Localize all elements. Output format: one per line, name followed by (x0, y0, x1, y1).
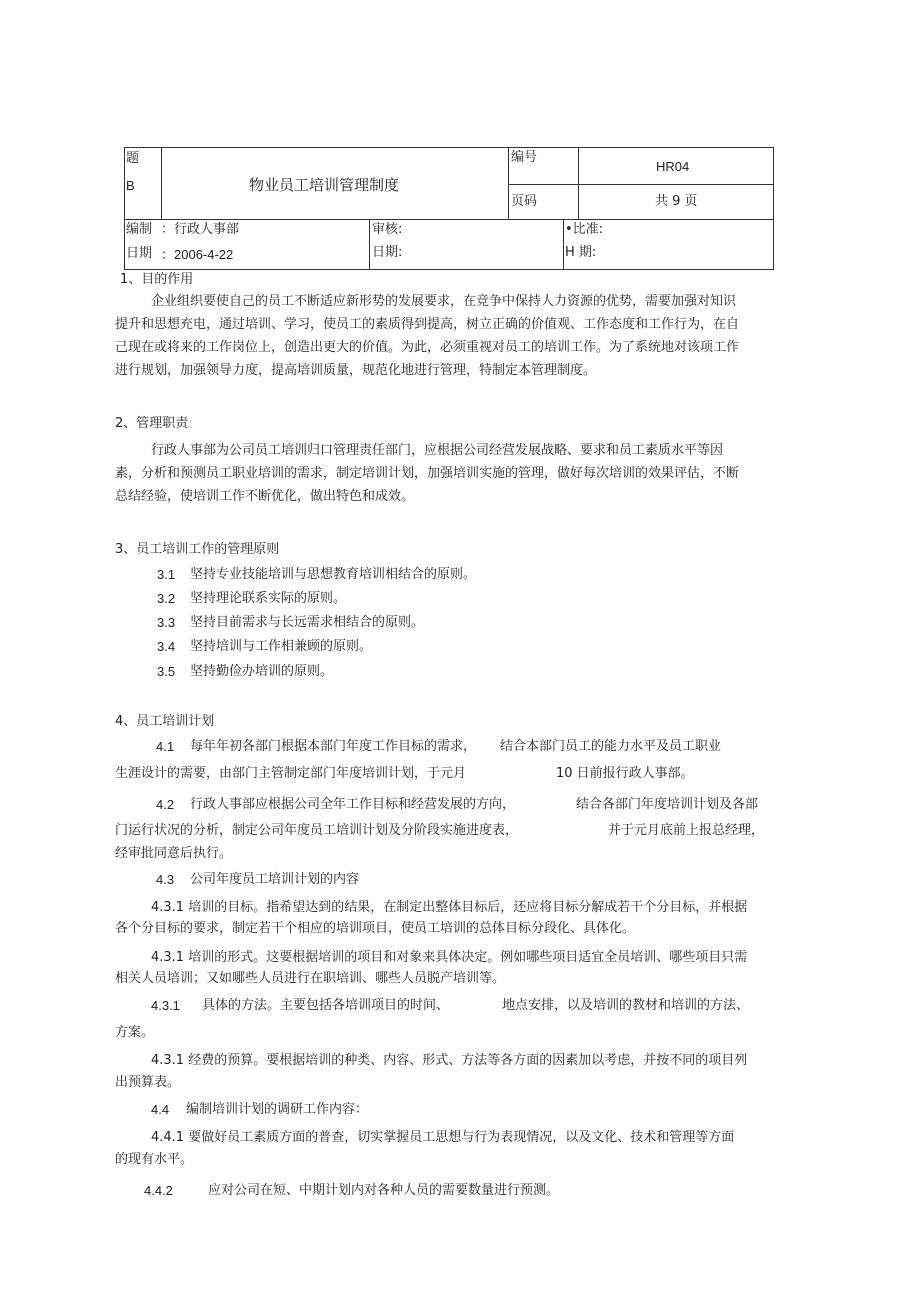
title-label-top: 题 (126, 151, 140, 166)
item-number: 4.4 (151, 1102, 170, 1117)
table-divider-label (161, 147, 162, 219)
paragraph-line: 具体的方法。主要包括各培训项目的时间、 (202, 998, 450, 1013)
table-rule-code (508, 184, 774, 185)
section-heading: 1、目的作用 (120, 272, 194, 287)
paragraph-line: 己现在或将来的工作岗位上，创造出更大的价值。为此，必须重视对员工的培训工作。为了系统地对该项工作 (115, 340, 740, 355)
paragraph-line: 公司年度员工培训计划的内容 (190, 872, 360, 887)
table-divider-code-value (578, 147, 579, 219)
paragraph-line: 的现有水平。 (115, 1152, 194, 1167)
paragraph-line: 出预算表。 (115, 1075, 181, 1090)
paragraph-line: 4.3.1 培训的目标。指希望达到的结果，在制定出整体目标后，还应将目标分解成若干个分目标，并根据 (151, 900, 748, 915)
section-heading: 4、员工培训计划 (115, 714, 215, 729)
approve-date-label: H 期: (565, 245, 597, 260)
review-label: 审核: (372, 222, 403, 237)
paragraph-line: 地点安排，以及培训的教材和培训的方法、 (502, 998, 750, 1013)
item-text: 坚持培训与工作相兼顾的原则。 (190, 639, 373, 654)
page-label: 页码 (511, 194, 538, 209)
section-heading: 2、管理职责 (115, 416, 189, 431)
table-divider-code (508, 147, 509, 219)
item-number: 4.1 (156, 739, 175, 754)
table-border-top (124, 147, 774, 148)
paragraph-line: 方案。 (115, 1025, 155, 1040)
paragraph-line: 行政人事部应根据公司全年工作目标和经营发展的方向， (190, 797, 516, 812)
title-label-bottom: B (126, 178, 135, 193)
table-border-bottom (124, 269, 774, 270)
compiled-value: ：行政人事部 (161, 222, 240, 237)
date-label: 日期 (126, 246, 153, 261)
page-value: 共 9 页 (655, 194, 698, 209)
paragraph-line: 各个分目标的要求，制定若干个相应的培训项目，使员工培训的总体目标分段化、具体化。 (115, 921, 636, 936)
paragraph-line: 总结经验，使培训工作不断优化，做出特色和成效。 (115, 489, 415, 504)
paragraph-line: 编制培训计划的调研工作内容： (186, 1102, 369, 1117)
item-text: 坚持理论联系实际的原则。 (190, 591, 347, 606)
item-text: 坚持目前需求与长远需求相结合的原则。 (190, 615, 425, 630)
approve-label: •比准: (565, 222, 604, 237)
paragraph-line: 相关人员培训；又如哪些人员进行在职培训、哪些人员脱产培训等。 (115, 971, 506, 986)
paragraph-line: 结合本部门员工的能力水平及员工职业 (500, 739, 722, 754)
paragraph-line: 4.4.1 要做好员工素质方面的普查，切实掌握员工思想与行为表现情况，以及文化、技术和管理等方面 (151, 1130, 735, 1145)
paragraph-line: 4.3.1 经费的预算。要根据培训的种类、内容、形式、方法等各方面的因素加以考虑，并按不同的项目列 (151, 1053, 748, 1068)
paragraph-line: 提升和思想充电，通过培训、学习，使员工的素质得到提高，树立正确的价值观、工作态度和工作行为，在自 (115, 317, 740, 332)
item-text: 坚持勤俭办培训的原则。 (190, 664, 334, 679)
item-number: 4.3.1 (151, 998, 180, 1013)
paragraph-line: 每年年初各部门根据本部门年度工作目标的需求， (190, 739, 477, 754)
table-divider-approve (563, 219, 564, 269)
item-number: 3.3 (157, 615, 176, 630)
document-title: 物业员工培训管理制度 (249, 176, 400, 194)
table-border-left (124, 147, 125, 270)
paragraph-line: 应对公司在短、中期计划内对各种人员的需要数量进行预测。 (208, 1183, 560, 1198)
paragraph-line: 企业组织要使自己的员工不断适应新形势的发展要求，在竞争中保持人力资源的优势，需要加强对知识 (151, 294, 737, 309)
paragraph-line: 行政人事部为公司员工培训归口管理责任部门，应根据公司经营发展战略、要求和员工素质水平等因 (151, 443, 724, 458)
paragraph-line: 4.3.1 培训的形式。这要根据培训的项目和对象来具体决定。例如哪些项目适宜全员培训、哪些项目只需 (151, 950, 748, 965)
paragraph-line: 并于元月底前上报总经理， (608, 823, 765, 838)
item-number: 3.4 (157, 639, 176, 654)
item-number: 3.1 (157, 567, 176, 582)
code-label: 编号 (511, 150, 538, 165)
item-number: 4.3 (156, 872, 175, 887)
paragraph-line: 进行规划，加强领导力度，提高培训质量，规范化地进行管理，特制定本管理制度。 (115, 363, 597, 378)
section-heading: 3、员工培训工作的管理原则 (115, 542, 280, 557)
code-value: HR04 (656, 159, 690, 174)
compiled-label: 编制 (126, 222, 153, 237)
paragraph-line: 经审批同意后执行。 (115, 846, 233, 861)
item-number: 3.2 (157, 591, 176, 606)
item-number: 4.2 (156, 797, 175, 812)
item-number: 3.5 (157, 664, 176, 679)
date-value: ：2006-4-22 (161, 247, 234, 262)
table-divider-review (369, 219, 370, 269)
paragraph-line: 结合各部门年度培训计划及各部 (576, 797, 759, 812)
table-rule-middle (124, 219, 774, 220)
paragraph-line: 生涯设计的需要，由部门主管制定部门年度培训计划，于元月 (115, 766, 467, 781)
paragraph-line: 门运行状况的分析，制定公司年度员工培训计划及分阶段实施进度表， (115, 823, 519, 838)
item-number: 4.4.2 (144, 1183, 173, 1198)
paragraph-line: 素，分析和预测员工职业培训的需求，制定培训计划，加强培训实施的管理，做好每次培训的效果评估，不断 (115, 466, 740, 481)
review-date-label: 日期: (372, 245, 403, 260)
table-border-right (773, 147, 774, 270)
item-text: 坚持专业技能培训与思想教育培训相结合的原则。 (190, 567, 477, 582)
paragraph-line: 10 日前报行政人事部。 (556, 766, 694, 781)
